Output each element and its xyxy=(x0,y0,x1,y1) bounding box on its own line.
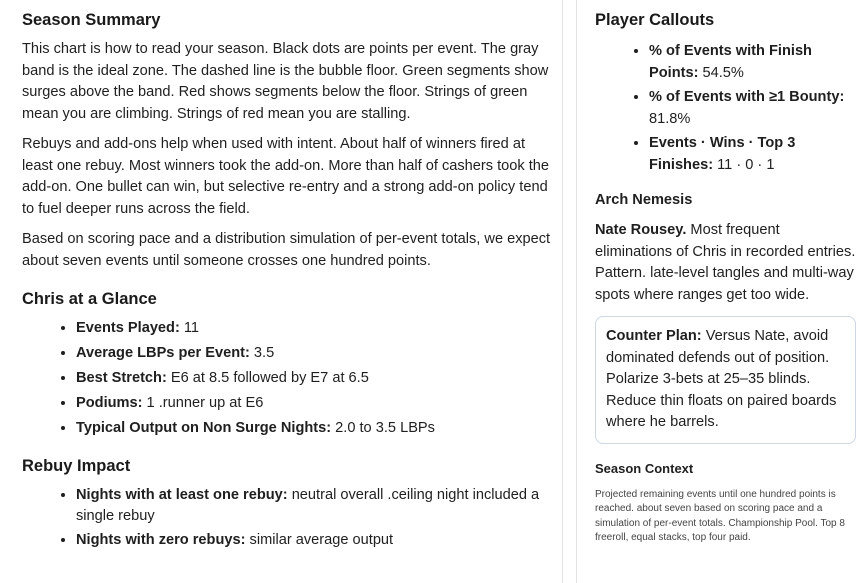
glance-label: Typical Output on Non Surge Nights: xyxy=(76,420,332,436)
glance-label: Best Stretch: xyxy=(76,370,167,386)
list-item xyxy=(649,87,856,130)
rebuy-label: Nights with zero rebuys: xyxy=(76,532,246,548)
rebuy-title: Rebuy Impact xyxy=(22,457,131,475)
glance-label: Average LBPs per Event: xyxy=(76,345,250,361)
list-item xyxy=(76,368,552,389)
glance-label: Podiums: xyxy=(76,395,143,411)
list-item xyxy=(649,133,856,176)
callout-label: % of Events with ≥1 Bounty: xyxy=(649,89,845,105)
list-item xyxy=(76,318,552,339)
summary-paragraph-rebuys: Rebuys and add-ons help when used with intent. About half of winners fired at least one rebuy. Most winners took the add-on. More than half of cashers took the add-on. One bullet can win, but selective re-entry and a strong add-on policy tend to fuel deeper runs across the field. xyxy=(22,136,550,217)
player-callouts-panel xyxy=(576,0,866,583)
callout-label: % of Events with Finish Points: xyxy=(649,43,812,81)
callouts-title: Player Callouts xyxy=(595,11,715,29)
rebuy-value: neutral overall .ceiling night included a single rebuy xyxy=(76,487,540,524)
rebuy-list xyxy=(22,485,552,551)
list-item xyxy=(649,41,856,84)
list-item xyxy=(76,418,552,439)
rebuy-value: similar average output xyxy=(245,532,394,548)
glance-value: 2.0 to 3.5 LBPs xyxy=(331,420,435,436)
callout-value: 11 · 0 · 1 xyxy=(713,156,775,173)
list-item xyxy=(76,343,552,364)
counter-plan-box xyxy=(595,316,856,444)
counter-plan-label: Counter Plan: xyxy=(606,328,702,344)
callout-value: 81.8% xyxy=(649,110,691,127)
nemesis-text: Most frequent eliminations of Chris in recorded entries. Pattern. late-level tangles and multi-way spots where ranges get too wide. xyxy=(595,222,856,303)
list-item xyxy=(76,485,552,527)
glance-value: 11 xyxy=(179,320,200,336)
summary-paragraph-projection: Based on scoring pace and a distribution simulation of per-event totals, we expect about seven events until someone crosses one hundred points. xyxy=(22,231,551,269)
summary-paragraph-chart: This chart is how to read your season. Black dots are points per event. The gray band is the ideal zone. The dashed line is the bubble floor. Green segments show surges above the band. Red shows segments below the floor. Strings of green mean you are climbing. Strings of red mean you are stalling. xyxy=(22,41,549,122)
callout-label: Events · Wins · Top 3 Finishes: xyxy=(649,135,796,173)
list-item xyxy=(76,530,552,551)
season-context-title: Season Context xyxy=(595,460,694,476)
glance-value: E6 at 8.5 followed by E7 at 6.5 xyxy=(166,370,369,386)
callout-value: 54.5% xyxy=(698,64,744,81)
callouts-list xyxy=(595,41,856,176)
season-summary-title: Season Summary xyxy=(22,11,161,29)
rebuy-label: Nights with at least one rebuy: xyxy=(76,487,288,503)
glance-list xyxy=(22,318,552,439)
counter-plan-text: Versus Nate, avoid dominated defends out of position. Polarize 3-bets at 25–35 blinds. Reduce thin floats on paired boards where he barrels. xyxy=(606,328,837,430)
nemesis-title: Arch Nemesis xyxy=(595,192,693,208)
glance-title: Chris at a Glance xyxy=(22,290,157,308)
nemesis-name: Nate Rousey. xyxy=(595,222,687,238)
glance-value: 3.5 xyxy=(249,345,275,361)
nemesis-description xyxy=(595,220,856,306)
glance-label: Events Played: xyxy=(76,320,180,336)
season-context-text: Projected remaining events until one hundred points is reached. about seven based on scoring pace and a simulation of per-event totals. Championship Pool. Top 8 freeroll, equal stacks, top four paid. xyxy=(595,488,845,543)
glance-value: 1 .runner up at E6 xyxy=(142,395,264,411)
list-item xyxy=(76,393,552,414)
